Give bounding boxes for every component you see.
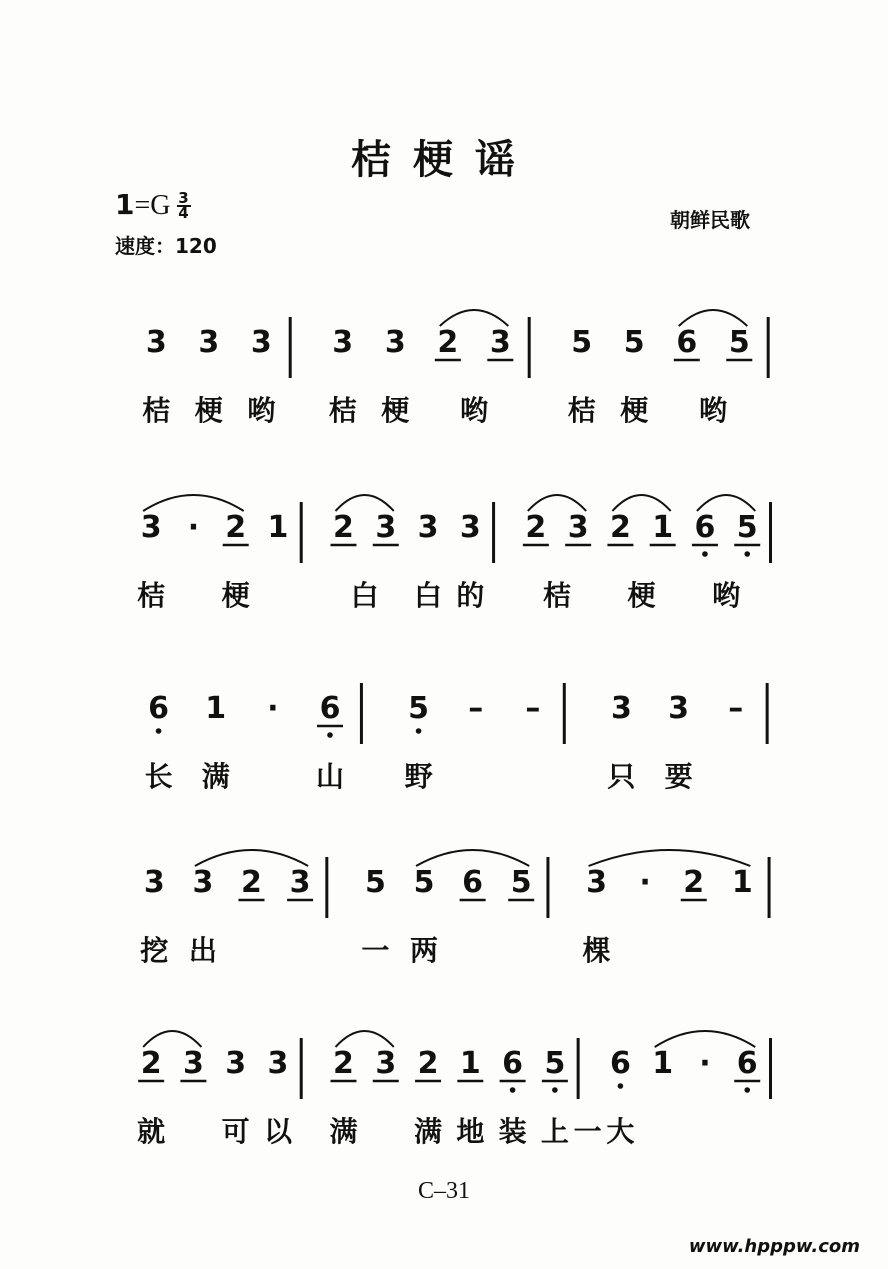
note: 3 xyxy=(267,1046,289,1081)
lyric-char: 两 xyxy=(410,934,439,967)
composer-credit: 朝鲜民歌 xyxy=(670,208,750,232)
slur xyxy=(440,310,509,326)
lyric-char: 哟 xyxy=(699,394,728,427)
note: 6 xyxy=(462,865,484,900)
lyric-char: 桔 xyxy=(328,394,357,427)
note: 3 xyxy=(289,865,311,900)
note: 3 xyxy=(375,510,397,545)
note: 3 xyxy=(225,1046,247,1081)
time-top: 3 xyxy=(178,189,189,207)
dash-note: – xyxy=(728,691,744,726)
lyric-char: 哟 xyxy=(460,394,489,427)
low-octave-dot xyxy=(744,551,750,557)
low-octave-dot xyxy=(618,1083,624,1089)
lyric-char: 挖 xyxy=(140,934,169,967)
slur xyxy=(143,495,244,511)
note: 2 xyxy=(609,510,631,545)
note: 1 xyxy=(652,510,674,545)
lyric-char: 满 xyxy=(201,760,230,793)
low-octave-dot xyxy=(552,1087,558,1093)
note: 3 xyxy=(668,691,690,726)
note: 1 xyxy=(652,1046,674,1081)
lyric-char: 棵 xyxy=(582,934,611,967)
note: 3 xyxy=(567,510,589,545)
lyric-char: 哟 xyxy=(247,394,276,427)
site-watermark: www.hpppw.com xyxy=(688,1236,860,1257)
note: 5 xyxy=(623,325,645,360)
note: 6 xyxy=(148,691,170,726)
lyric-char: 可 xyxy=(221,1115,250,1148)
lyric-char: 出 xyxy=(188,934,217,967)
note: 5 xyxy=(736,510,758,545)
note: 6 xyxy=(736,1046,758,1081)
note: 3 xyxy=(489,325,511,360)
note: 3 xyxy=(586,865,607,900)
slur xyxy=(416,850,529,866)
lyric-char: 山 xyxy=(315,760,345,793)
low-octave-dot xyxy=(744,1087,750,1093)
slur xyxy=(335,1031,393,1047)
lyric-char: 大 xyxy=(606,1115,635,1148)
lyric-char: 一 xyxy=(361,934,390,967)
note: 3 xyxy=(332,325,354,360)
note: 3 xyxy=(140,510,162,545)
lyric-char: 地 xyxy=(456,1115,485,1148)
lyric-char: 长 xyxy=(144,760,173,793)
low-octave-dot xyxy=(702,551,708,557)
note: 6 xyxy=(609,1046,631,1081)
note: 5 xyxy=(571,325,593,360)
note: 5 xyxy=(408,691,430,726)
lyric-char: 只 xyxy=(607,760,636,793)
note: 1 xyxy=(731,865,753,900)
note: 5 xyxy=(510,865,532,900)
lyric-char: 野 xyxy=(404,760,433,793)
low-octave-dot xyxy=(327,732,333,738)
tempo-marking: 速度：120 xyxy=(115,234,217,258)
lyric-char: 桔 xyxy=(567,394,596,427)
dot-note: · xyxy=(267,691,279,726)
note: 2 xyxy=(140,1046,162,1081)
note: 1 xyxy=(205,691,227,726)
lyric-char: 白 xyxy=(414,579,443,612)
slur xyxy=(195,850,308,866)
note: 2 xyxy=(683,865,705,900)
dot-note: · xyxy=(187,510,200,545)
note: 1 xyxy=(267,510,289,545)
note: 2 xyxy=(333,510,354,545)
note: 5 xyxy=(728,325,750,360)
note: 3 xyxy=(610,691,632,726)
low-octave-dot xyxy=(510,1087,516,1093)
slur xyxy=(335,495,393,511)
lyric-char: 白 xyxy=(350,579,379,612)
note: 6 xyxy=(502,1046,524,1081)
song-title: 桔梗谣 xyxy=(351,137,537,183)
dash-note: – xyxy=(468,691,484,726)
page-number: C–31 xyxy=(417,1178,470,1204)
dot-note: · xyxy=(699,1046,711,1081)
note: 3 xyxy=(459,510,481,545)
lyric-char: 桔 xyxy=(542,579,571,612)
note: 2 xyxy=(241,865,262,900)
note: 3 xyxy=(198,325,220,360)
lyric-char: 装 xyxy=(498,1115,527,1148)
lyric-char: 哟 xyxy=(712,579,741,612)
lyric-char: 梗 xyxy=(194,394,223,427)
dot-note: · xyxy=(639,865,651,900)
note: 6 xyxy=(676,325,698,360)
lyric-char: 就 xyxy=(137,1115,166,1148)
note: 1 xyxy=(459,1046,481,1081)
dash-note: – xyxy=(525,691,541,726)
key-prefix: 1 xyxy=(115,188,135,221)
note: 2 xyxy=(333,1046,354,1081)
lyric-char: 满 xyxy=(414,1115,443,1148)
slur xyxy=(612,495,670,511)
note: 3 xyxy=(145,325,167,360)
lyric-char: 梗 xyxy=(381,394,410,427)
time-bottom: 4 xyxy=(178,204,189,222)
note: 6 xyxy=(694,510,716,545)
note: 3 xyxy=(192,865,214,900)
note: 6 xyxy=(319,691,341,726)
note: 2 xyxy=(525,510,547,545)
lyric-char: 梗 xyxy=(221,579,250,612)
note: 3 xyxy=(384,325,406,360)
low-octave-dot xyxy=(416,728,422,734)
lyric-char: 梗 xyxy=(620,394,649,427)
slur xyxy=(655,1031,756,1047)
slur xyxy=(697,495,755,511)
note: 3 xyxy=(250,325,272,360)
slur xyxy=(528,495,586,511)
note: 5 xyxy=(544,1046,566,1081)
key-equals: =G xyxy=(134,190,171,221)
note: 3 xyxy=(182,1046,204,1081)
slur xyxy=(589,850,751,866)
lyric-char: 一 xyxy=(573,1115,602,1148)
note: 2 xyxy=(437,325,459,360)
note: 2 xyxy=(417,1046,439,1081)
lyric-char: 桔 xyxy=(137,579,166,612)
lyric-char: 上 xyxy=(540,1115,569,1148)
lyric-char: 的 xyxy=(456,579,485,612)
low-octave-dot xyxy=(156,728,162,734)
note: 5 xyxy=(413,865,435,900)
slur xyxy=(143,1031,201,1047)
lyric-char: 以 xyxy=(263,1115,292,1148)
note: 3 xyxy=(417,510,439,545)
note: 3 xyxy=(375,1046,397,1081)
lyric-char: 桔 xyxy=(142,394,171,427)
note: 3 xyxy=(143,865,165,900)
lyric-char: 梗 xyxy=(627,579,656,612)
slur xyxy=(679,310,748,326)
lyric-char: 满 xyxy=(329,1115,358,1148)
note: 2 xyxy=(225,510,247,545)
note: 5 xyxy=(364,865,386,900)
lyric-char: 要 xyxy=(664,760,693,793)
